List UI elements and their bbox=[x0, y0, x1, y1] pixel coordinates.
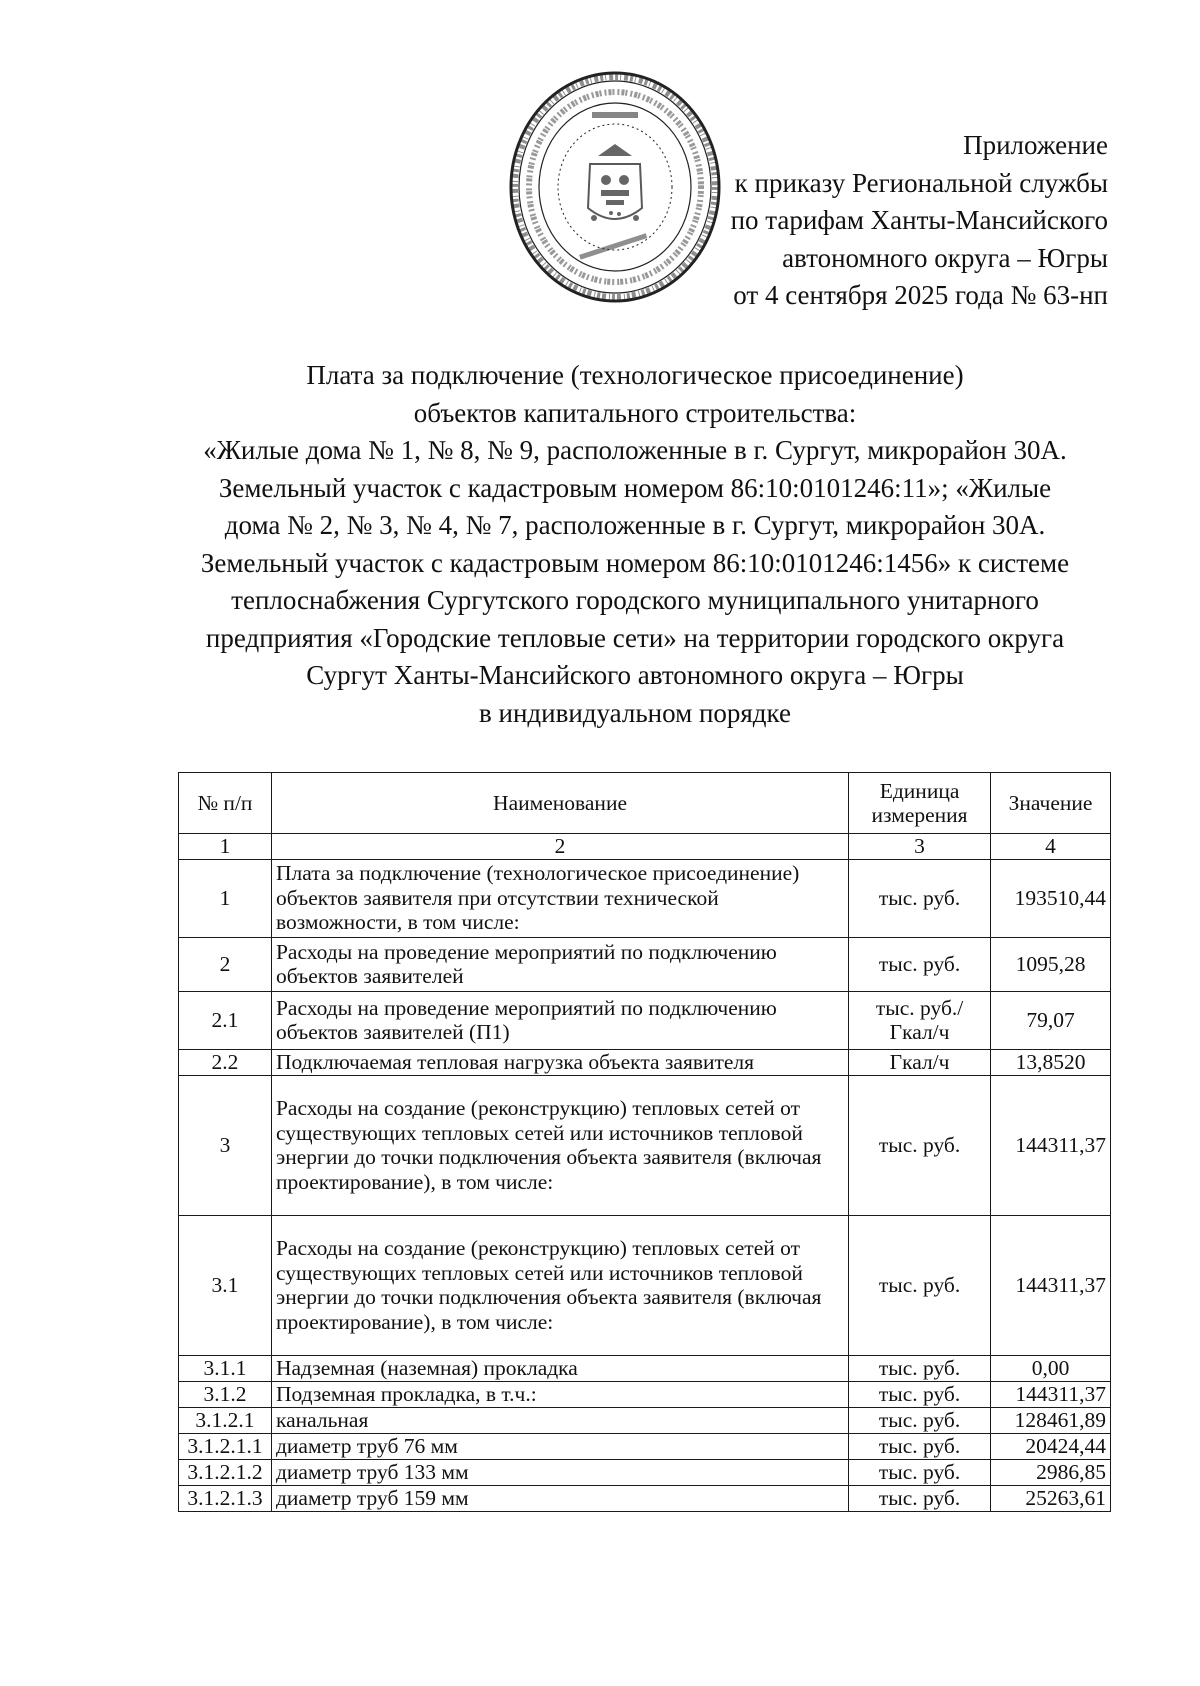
row-unit: тыс. руб. bbox=[849, 1215, 991, 1355]
row-num: 3.1.2 bbox=[179, 1381, 272, 1407]
row-num: 2.1 bbox=[179, 991, 272, 1049]
table-row bbox=[179, 1215, 1111, 1355]
row-num: 3.1.1 bbox=[179, 1355, 272, 1381]
row-name: Надземная (наземная) прокладка bbox=[271, 1355, 848, 1381]
header-unit: Единица измерения bbox=[849, 773, 991, 834]
header-value: Значение bbox=[991, 773, 1111, 834]
appendix-line: автономного округа – Югры bbox=[782, 242, 1108, 273]
row-name: канальная bbox=[271, 1407, 848, 1433]
row-unit: тыс. руб. bbox=[849, 1433, 991, 1459]
row-num: 3 bbox=[179, 1075, 272, 1215]
title-line: «Жилые дома № 1, № 8, № 9, расположенные в г. Сургут, микрорайон 30А. bbox=[203, 435, 1067, 465]
table-row bbox=[179, 1075, 1111, 1215]
index-cell: 1 bbox=[179, 834, 272, 860]
tariff-table bbox=[178, 772, 1111, 1512]
row-value: 128461,89 bbox=[991, 1407, 1111, 1433]
row-num: 1 bbox=[179, 859, 272, 937]
row-value: 144311,37 bbox=[991, 1075, 1111, 1215]
table-row bbox=[179, 1381, 1111, 1407]
table-row bbox=[179, 937, 1111, 991]
appendix-header bbox=[688, 127, 1108, 315]
table-row bbox=[179, 1407, 1111, 1433]
header-num: № п/п bbox=[179, 773, 272, 834]
document-title bbox=[160, 357, 1110, 732]
row-unit: тыс. руб. bbox=[849, 1459, 991, 1485]
appendix-line: Приложение bbox=[963, 130, 1108, 160]
table-row bbox=[179, 991, 1111, 1049]
title-line: дома № 2, № 3, № 4, № 7, расположенные в г. Сургут, микрорайон 30А. bbox=[224, 510, 1046, 540]
appendix-line: по тарифам Ханты-Мансийского bbox=[730, 205, 1108, 235]
table-row bbox=[179, 859, 1111, 937]
appendix-line: от 4 сентября 2025 года № 63-нп bbox=[733, 280, 1108, 310]
table-index-row bbox=[179, 834, 1111, 860]
title-line: Плата за подключение (технологическое присоединение) bbox=[306, 360, 964, 390]
table-row bbox=[179, 1485, 1111, 1511]
title-line: Земельный участок с кадастровым номером 86:10:0101246:1456» к системе bbox=[200, 547, 1070, 578]
row-value: 0,00 bbox=[991, 1355, 1111, 1381]
index-cell: 4 bbox=[991, 834, 1111, 860]
row-num: 3.1.2.1.2 bbox=[179, 1459, 272, 1485]
row-name: Расходы на создание (реконструкцию) тепловых сетей от существующих тепловых сетей или источников тепловой энергии до точки подключения объекта заявителя (включая проектирование), в том числе: bbox=[271, 1075, 848, 1215]
row-num: 3.1.2.1.1 bbox=[179, 1433, 272, 1459]
table-row bbox=[179, 1355, 1111, 1381]
row-value: 1095,28 bbox=[991, 937, 1111, 991]
title-line: объектов капитального строительства: bbox=[413, 397, 857, 428]
row-num: 3.1 bbox=[179, 1215, 272, 1355]
row-name: Расходы на создание (реконструкцию) тепловых сетей от существующих тепловых сетей или источников тепловой энергии до точки подключения объекта заявителя (включая проектирование), в том числе: bbox=[271, 1215, 848, 1355]
row-value: 79,07 bbox=[991, 991, 1111, 1049]
row-value: 144311,37 bbox=[991, 1381, 1111, 1407]
row-name: диаметр труб 76 мм bbox=[271, 1433, 848, 1459]
row-num: 2 bbox=[179, 937, 272, 991]
title-line: Сургут Ханты-Мансийского автономного округа – Югры bbox=[306, 660, 964, 690]
row-unit: тыс. руб. bbox=[849, 937, 991, 991]
row-value: 13,8520 bbox=[991, 1049, 1111, 1075]
title-line: в индивидуальном порядке bbox=[479, 697, 791, 728]
row-name: Расходы на проведение мероприятий по подключению объектов заявителей bbox=[271, 937, 848, 991]
row-name: диаметр труб 133 мм bbox=[271, 1459, 848, 1485]
row-value: 193510,44 bbox=[991, 859, 1111, 937]
index-cell: 3 bbox=[849, 834, 991, 860]
row-value: 2986,85 bbox=[991, 1459, 1111, 1485]
header-name: Наименование bbox=[271, 773, 848, 834]
row-unit: тыс. руб. bbox=[849, 1407, 991, 1433]
title-line: теплоснабжения Сургутского городского муниципального унитарного bbox=[231, 585, 1039, 615]
row-name: диаметр труб 159 мм bbox=[271, 1485, 848, 1511]
row-value: 25263,61 bbox=[991, 1485, 1111, 1511]
row-name: Подземная прокладка, в т.ч.: bbox=[271, 1381, 848, 1407]
title-line: Земельный участок с кадастровым номером 86:10:0101246:11»; «Жилые bbox=[218, 472, 1052, 503]
row-unit: тыс. руб. bbox=[849, 1075, 991, 1215]
row-unit: Гкал/ч bbox=[849, 1049, 991, 1075]
row-unit: тыс. руб. bbox=[849, 859, 991, 937]
row-name: Плата за подключение (технологическое присоединение) объектов заявителя при отсутствии технической возможности, в том числе: bbox=[271, 859, 848, 937]
row-name: Расходы на проведение мероприятий по подключению объектов заявителей (П1) bbox=[271, 991, 848, 1049]
row-unit: тыс. руб./Гкал/ч bbox=[849, 991, 991, 1049]
table-row bbox=[179, 1433, 1111, 1459]
title-line: предприятия «Городские тепловые сети» на территории городского округа bbox=[205, 622, 1065, 653]
row-num: 2.2 bbox=[179, 1049, 272, 1075]
table-header-row bbox=[179, 773, 1111, 834]
row-unit: тыс. руб. bbox=[849, 1381, 991, 1407]
table-row bbox=[179, 1049, 1111, 1075]
appendix-line: к приказу Региональной службы bbox=[734, 167, 1108, 198]
row-value: 144311,37 bbox=[991, 1215, 1111, 1355]
table-row bbox=[179, 1459, 1111, 1485]
index-cell: 2 bbox=[271, 834, 848, 860]
row-num: 3.1.2.1.3 bbox=[179, 1485, 272, 1511]
row-name: Подключаемая тепловая нагрузка объекта заявителя bbox=[271, 1049, 848, 1075]
row-unit: тыс. руб. bbox=[849, 1485, 991, 1511]
row-num: 3.1.2.1 bbox=[179, 1407, 272, 1433]
row-value: 20424,44 bbox=[991, 1433, 1111, 1459]
row-unit: тыс. руб. bbox=[849, 1355, 991, 1381]
